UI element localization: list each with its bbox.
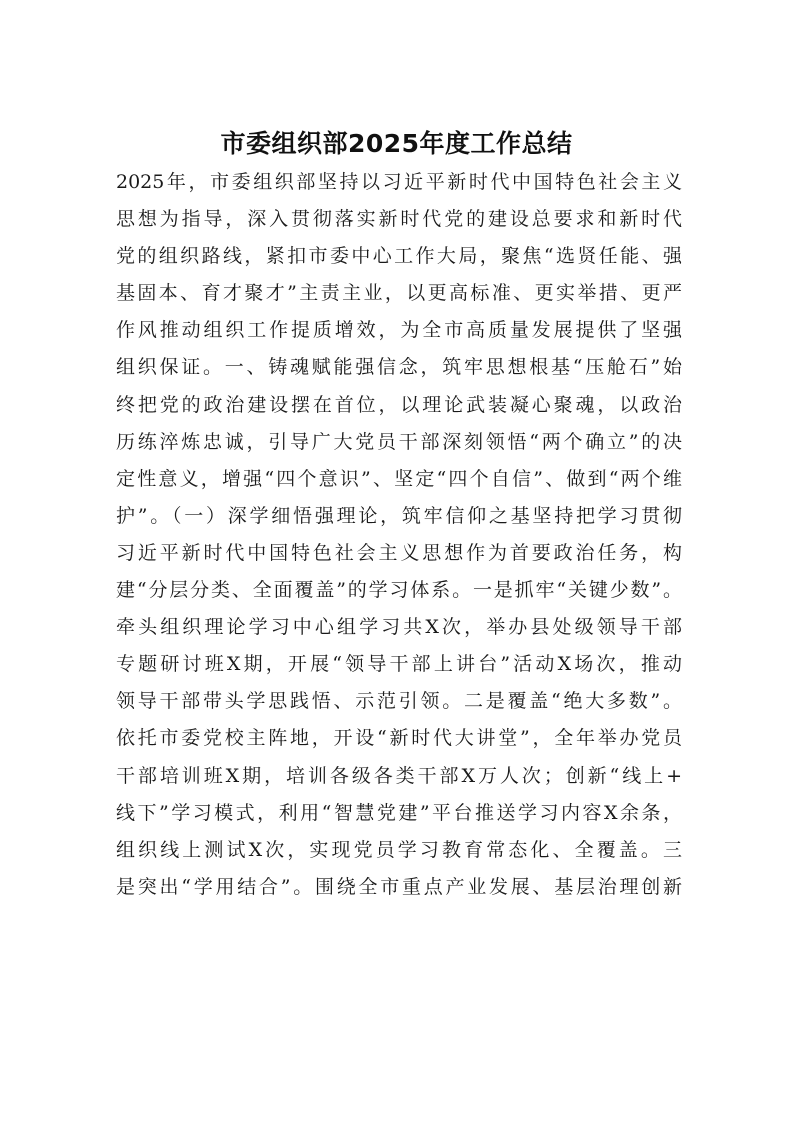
document-body [116,164,682,906]
body-line: 习近平新时代中国特色社会主义思想作为首要政治任务，构 [116,541,682,564]
body-line: 线下”学习模式，利用“智慧党建”平台推送学习内容X余条， [116,801,682,824]
body-line: 建“分层分类、全面覆盖”的学习体系。一是抓牢“关键少数”。 [116,579,682,602]
body-line: 牵头组织理论学习中心组学习共X次，举办县处级领导干部 [116,616,682,639]
body-line: 党的组织路线，紧扣市委中心工作大局，聚焦“选贤任能、强 [116,245,682,268]
body-line: 是突出“学用结合”。围绕全市重点产业发展、基层治理创新 [116,875,682,898]
body-line: 护”。（一）深学细悟强理论，筑牢信仰之基坚持把学习贯彻 [116,504,682,527]
body-line: 定性意义，增强“四个意识”、坚定“四个自信”、做到“两个维 [116,467,682,490]
body-line: 依托市委党校主阵地，开设“新时代大讲堂”，全年举办党员 [116,727,682,750]
body-line: 组织保证。一、铸魂赋能强信念，筑牢思想根基“压舱石”始 [116,356,682,379]
body-line: 历练淬炼忠诚，引导广大党员干部深刻领悟“两个确立”的决 [116,430,682,453]
body-line: 领导干部带头学思践悟、示范引领。二是覆盖“绝大多数”。 [116,690,682,713]
body-line: 基固本、育才聚才”主责主业，以更高标准、更实举措、更严 [116,282,682,305]
document-title: 市委组织部2025年度工作总结 [220,129,573,158]
body-line: 作风推动组织工作提质增效，为全市高质量发展提供了坚强 [116,319,682,342]
body-line: 思想为指导，深入贯彻落实新时代党的建设总要求和新时代 [116,208,682,231]
body-line: 专题研讨班X期，开展“领导干部上讲台”活动X场次，推动 [116,653,682,676]
body-line: 组织线上测试X次，实现党员学习教育常态化、全覆盖。三 [116,838,682,861]
body-line: 干部培训班X期，培训各级各类干部X万人次；创新“线上+ [116,764,682,787]
body-line: 2025年，市委组织部坚持以习近平新时代中国特色社会主义 [116,171,682,193]
body-line: 终把党的政治建设摆在首位，以理论武装凝心聚魂，以政治 [116,393,682,416]
